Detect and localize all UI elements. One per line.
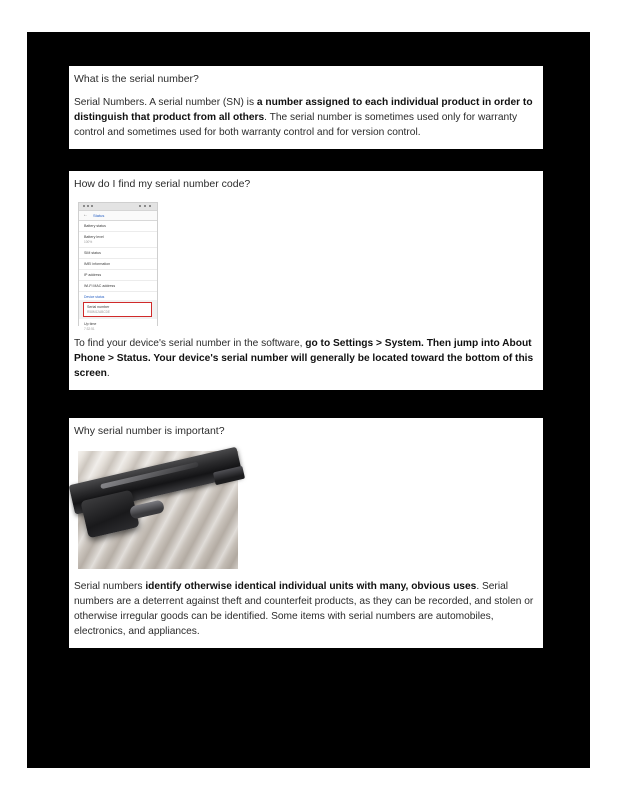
list-item-label: Up time bbox=[84, 322, 97, 327]
phone-title-bar bbox=[79, 211, 157, 221]
section-why-serial-number-important bbox=[69, 418, 543, 647]
phone-section-label: Device status bbox=[79, 292, 157, 300]
list-item-label: IMEI information bbox=[84, 261, 111, 266]
section-find-serial-number bbox=[69, 171, 543, 390]
list-item[interactable] bbox=[79, 248, 157, 259]
paragraph-1-part-2: a number assigned to each individual product in order to distinguish that product from all others bbox=[74, 97, 533, 124]
section-paragraph-2 bbox=[74, 337, 535, 382]
spacer-1 bbox=[69, 149, 543, 171]
list-item[interactable] bbox=[79, 259, 157, 270]
spacer-2 bbox=[69, 390, 543, 418]
list-item-label: SIM status bbox=[84, 250, 101, 255]
phone-status-bar bbox=[79, 203, 157, 211]
paragraph-3-part-1: Serial numbers bbox=[74, 580, 146, 592]
section-heading-3: Why serial number is important? bbox=[74, 425, 225, 438]
list-item-label: Battery status bbox=[84, 224, 106, 229]
document-content bbox=[69, 66, 543, 648]
paragraph-3-part-3: . Serial numbers are a deterrent against theft and counterfeit products, as they can be recorded, and stolen or otherwise irregular goods can be identified. Some items with serial numbers are automobiles, electronics, and appliances. bbox=[74, 580, 534, 637]
list-item-label: Wi-Fi MAC address bbox=[84, 283, 116, 288]
paragraph-2-part-3: . bbox=[106, 368, 110, 380]
paragraph-3-part-2: identify otherwise identical individual units with many, obvious uses bbox=[145, 580, 477, 592]
paragraph-1-part-3: . The serial number is sometimes used only for warranty control and sometimes used for both warranty control and for version control. bbox=[74, 112, 518, 139]
list-item[interactable] bbox=[79, 281, 157, 292]
serial-number-highlight bbox=[83, 302, 152, 318]
section-paragraph-3 bbox=[74, 580, 535, 640]
back-arrow-icon[interactable]: ← bbox=[83, 212, 88, 219]
serial-number-value: R58M12ABCDE bbox=[87, 309, 111, 314]
rifle-serial-number-photo bbox=[78, 451, 238, 569]
paragraph-1-part-1: Serial Numbers. A serial number (SN) is bbox=[74, 97, 257, 109]
list-item[interactable] bbox=[79, 270, 157, 281]
list-item-value: 100% bbox=[84, 240, 93, 245]
section-heading-2: How do I find my serial number code? bbox=[74, 178, 251, 191]
android-about-phone-screenshot bbox=[78, 202, 158, 332]
section-heading-1: What is the serial number? bbox=[74, 73, 199, 85]
list-item-value: 7:32:51 bbox=[84, 327, 95, 332]
list-item[interactable] bbox=[79, 232, 157, 248]
paragraph-2-part-1: To find your device's serial number in the software, bbox=[74, 338, 306, 350]
list-item[interactable] bbox=[79, 319, 157, 334]
section-what-is-serial-number bbox=[69, 66, 543, 149]
list-item[interactable] bbox=[79, 221, 157, 232]
paragraph-2-part-2: go to Settings > System. Then jump into About Phone > Status. Your device's serial number will generally be located toward the bottom of this screen bbox=[74, 338, 534, 380]
section-paragraph-1 bbox=[74, 96, 535, 141]
list-item-label: Battery level bbox=[84, 235, 104, 240]
serial-number-label: Serial number bbox=[87, 304, 110, 309]
list-item-label: IP address bbox=[84, 272, 102, 277]
phone-screen-title: Status bbox=[93, 212, 105, 218]
